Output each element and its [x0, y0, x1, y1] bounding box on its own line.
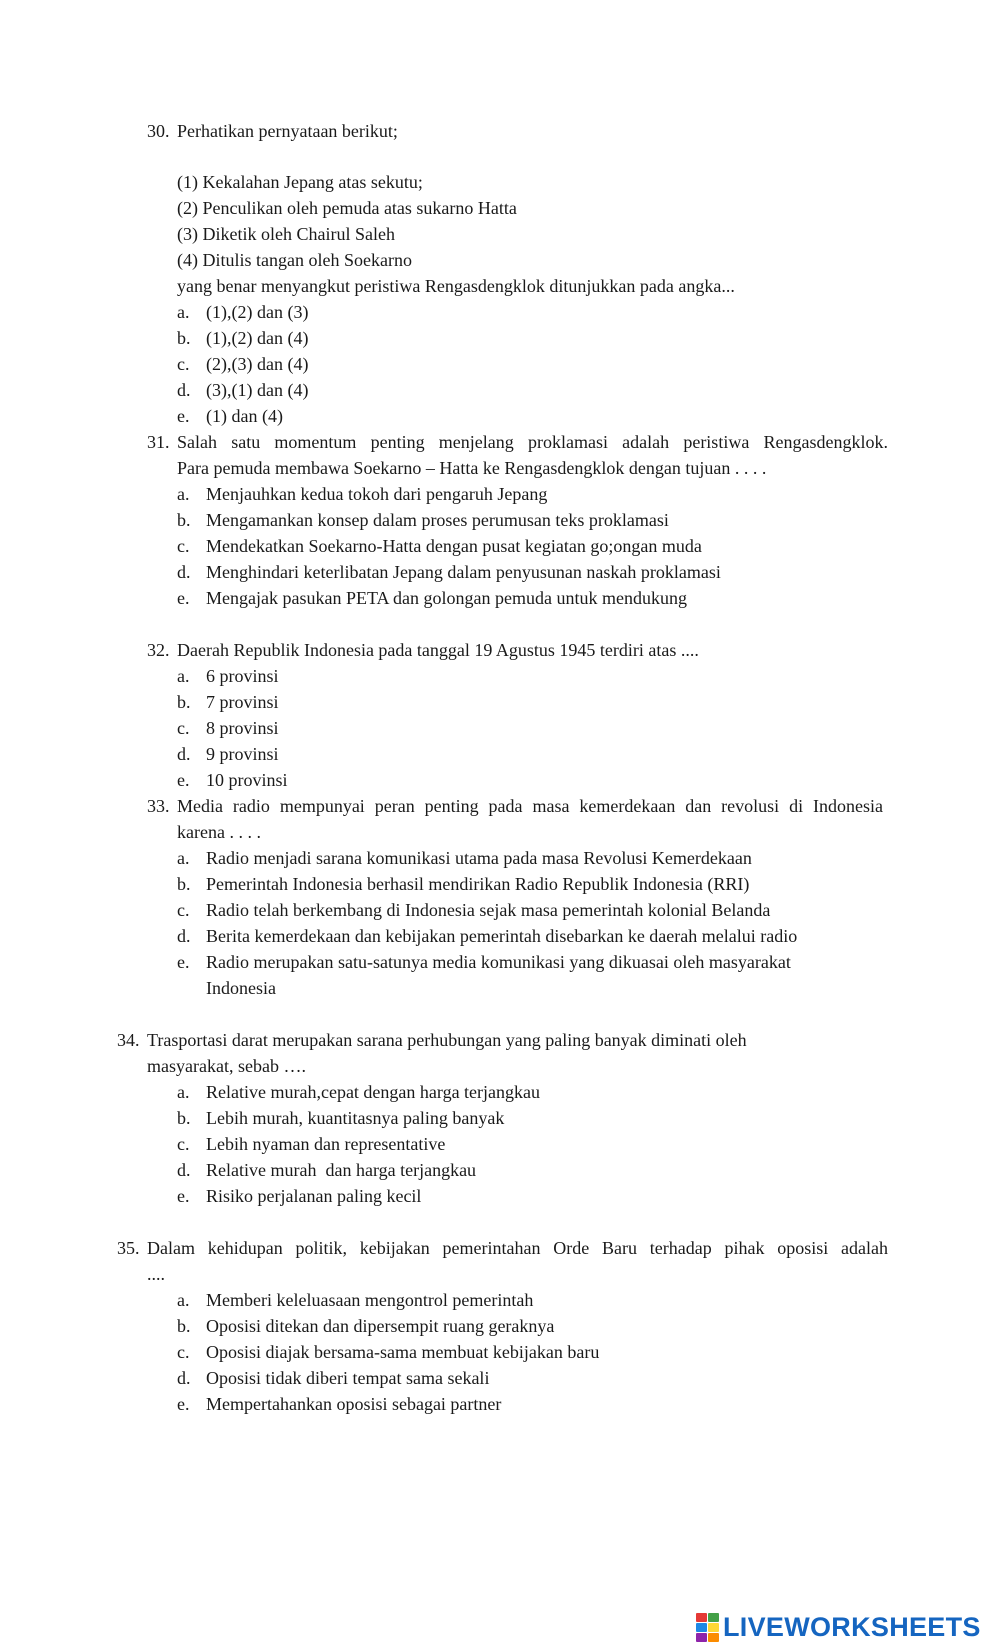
option-letter: b. [177, 328, 191, 348]
statement: (3) Diketik oleh Chairul Saleh [177, 224, 395, 244]
option-text: Oposisi tidak diberi tempat sama sekali [206, 1368, 490, 1388]
option-letter: a. [177, 848, 190, 868]
option-letter: e. [177, 406, 190, 426]
option-text: (3),(1) dan (4) [206, 380, 309, 400]
option-letter: e. [177, 588, 190, 608]
option-text: 9 provinsi [206, 744, 279, 764]
question-stem-cont: karena . . . . [177, 822, 261, 842]
question-stem: Perhatikan pernyataan berikut; [177, 121, 398, 141]
question-number: 30. [147, 121, 170, 141]
option-text: Mempertahankan oposisi sebagai partner [206, 1394, 502, 1414]
option-letter: d. [177, 926, 191, 946]
question-stem: Dalam kehidupan politik, kebijakan pemerintahan Orde Baru terhadap pihak oposisi adalah [147, 1238, 888, 1258]
option-text: Mengamankan konsep dalam proses perumusan teks proklamasi [206, 510, 669, 530]
question-stem: Salah satu momentum penting menjelang proklamasi adalah peristiwa Rengasdengklok. [177, 432, 888, 452]
option-text: Mengajak pasukan PETA dan golongan pemuda untuk mendukung [206, 588, 687, 608]
option-letter: d. [177, 1160, 191, 1180]
question-stem: Media radio mempunyai peran penting pada masa kemerdekaan dan revolusi di Indonesia [177, 796, 883, 816]
option-text: (2),(3) dan (4) [206, 354, 309, 374]
option-text: Memberi keleluasaan mengontrol pemerintah [206, 1290, 534, 1310]
option-text: Lebih nyaman dan representative [206, 1134, 446, 1154]
question-stem: Daerah Republik Indonesia pada tanggal 19 Agustus 1945 terdiri atas .... [177, 640, 699, 660]
option-letter: e. [177, 770, 190, 790]
option-letter: b. [177, 874, 191, 894]
option-letter: c. [177, 718, 190, 738]
option-text: Oposisi ditekan dan dipersempit ruang geraknya [206, 1316, 555, 1336]
option-letter: a. [177, 1290, 190, 1310]
option-text: (1),(2) dan (3) [206, 302, 309, 322]
option-letter: d. [177, 380, 191, 400]
option-letter: a. [177, 1082, 190, 1102]
option-letter: c. [177, 354, 190, 374]
option-text: 7 provinsi [206, 692, 279, 712]
option-text: (1) dan (4) [206, 406, 283, 426]
question-number: 34. [117, 1030, 140, 1050]
option-letter: b. [177, 1316, 191, 1336]
option-text: Relative murah,cepat dengan harga terjangkau [206, 1082, 541, 1102]
option-letter: e. [177, 1394, 190, 1414]
option-letter: c. [177, 536, 190, 556]
option-text: Radio merupakan satu-satunya media komunikasi yang dikuasai oleh masyarakat [206, 952, 791, 972]
option-text: Menjauhkan kedua tokoh dari pengaruh Jepang [206, 484, 548, 504]
question-stem: Trasportasi darat merupakan sarana perhubungan yang paling banyak diminati oleh [147, 1030, 747, 1050]
option-letter: b. [177, 692, 191, 712]
option-text-cont: Indonesia [206, 978, 276, 998]
question-prompt: yang benar menyangkut peristiwa Rengasdengklok ditunjukkan pada angka... [177, 276, 735, 296]
option-letter: d. [177, 1368, 191, 1388]
option-text: Risiko perjalanan paling kecil [206, 1186, 422, 1206]
question-number: 31. [147, 432, 170, 452]
option-text: Relative murah dan harga terjangkau [206, 1160, 477, 1180]
option-letter: c. [177, 900, 190, 920]
option-letter: c. [177, 1342, 190, 1362]
statement: (4) Ditulis tangan oleh Soekarno [177, 250, 412, 270]
option-text: Lebih murah, kuantitasnya paling banyak [206, 1108, 505, 1128]
option-text: 10 provinsi [206, 770, 288, 790]
question-number: 33. [147, 796, 170, 816]
option-letter: a. [177, 666, 190, 686]
question-stem-cont: .... [147, 1264, 165, 1284]
option-letter: e. [177, 952, 190, 972]
option-text: Menghindari keterlibatan Jepang dalam penyusunan naskah proklamasi [206, 562, 721, 582]
option-letter: d. [177, 744, 191, 764]
option-text: (1),(2) dan (4) [206, 328, 309, 348]
statement: (2) Penculikan oleh pemuda atas sukarno Hatta [177, 198, 517, 218]
option-text: Mendekatkan Soekarno-Hatta dengan pusat kegiatan go;ongan muda [206, 536, 702, 556]
option-text: Pemerintah Indonesia berhasil mendirikan Radio Republik Indonesia (RRI) [206, 874, 750, 894]
option-text: Radio menjadi sarana komunikasi utama pada masa Revolusi Kemerdekaan [206, 848, 752, 868]
option-text: 8 provinsi [206, 718, 279, 738]
option-text: 6 provinsi [206, 666, 279, 686]
statement: (1) Kekalahan Jepang atas sekutu; [177, 172, 423, 192]
liveworksheets-logo[interactable] [696, 1612, 981, 1642]
option-text: Berita kemerdekaan dan kebijakan pemerintah disebarkan ke daerah melalui radio [206, 926, 798, 946]
question-stem-cont: masyarakat, sebab …. [147, 1056, 306, 1076]
option-text: Oposisi diajak bersama-sama membuat kebijakan baru [206, 1342, 600, 1362]
question-number: 35. [117, 1238, 140, 1258]
option-letter: b. [177, 1108, 191, 1128]
option-letter: a. [177, 484, 190, 504]
option-letter: d. [177, 562, 191, 582]
option-letter: c. [177, 1134, 190, 1154]
logo-text: LIVEWORKSHEETS [723, 1611, 981, 1642]
question-stem-cont: Para pemuda membawa Soekarno – Hatta ke Rengasdengklok dengan tujuan . . . . [177, 458, 767, 478]
option-letter: e. [177, 1186, 190, 1206]
option-letter: a. [177, 302, 190, 322]
option-text: Radio telah berkembang di Indonesia sejak masa pemerintah kolonial Belanda [206, 900, 771, 920]
option-letter: b. [177, 510, 191, 530]
question-number: 32. [147, 640, 170, 660]
logo-blocks-icon [696, 1613, 719, 1642]
